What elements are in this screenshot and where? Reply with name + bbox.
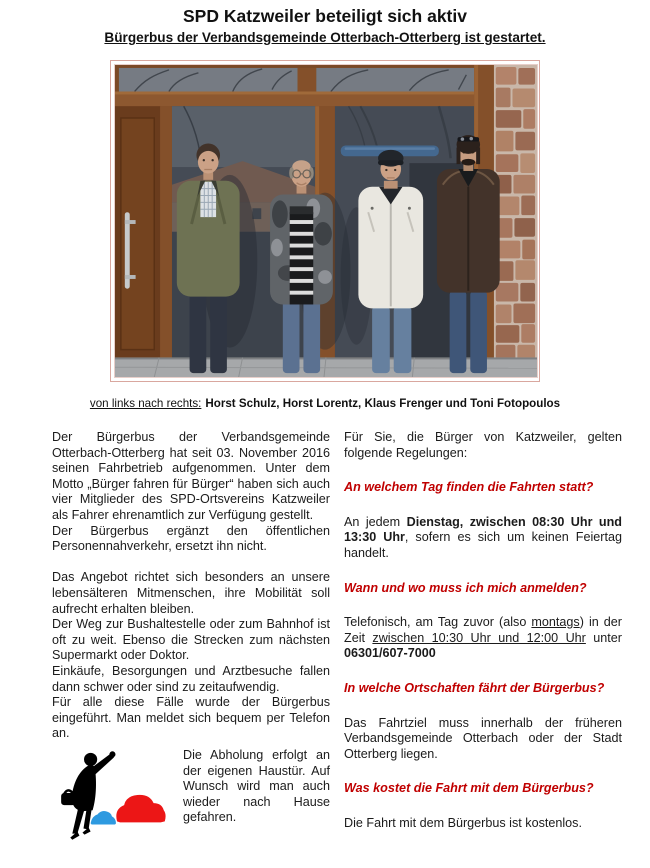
pickup-section bbox=[52, 748, 330, 842]
answer-cost: Die Fahrt mit dem Bürgerbus ist kostenlos. bbox=[344, 815, 582, 830]
photo-frame bbox=[110, 60, 540, 382]
page-title: SPD Katzweiler beteiligt sich aktiv bbox=[183, 6, 467, 26]
answer-day: An jedem Dienstag, zwischen 08:30 Uhr und 13:30 Uhr, sofern es sich um keinen Feiertag handelt. bbox=[344, 514, 623, 561]
paragraph: Einkäufe, Besorgungen und Arztbesuche fallen dann schwer oder sind zu zeitaufwendig. bbox=[52, 663, 330, 694]
right-column bbox=[344, 430, 622, 842]
intro-text: Für Sie, die Bürger von Katzweiler, gelten folgende Regelungen: bbox=[344, 430, 622, 460]
question-destinations: In welche Ortschaften fährt der Bürgerbus? bbox=[344, 681, 605, 696]
question-cost: Was kostet die Fahrt mit dem Bürgerbus? bbox=[344, 781, 594, 796]
question-day: An welchem Tag finden die Fahrten statt? bbox=[344, 480, 594, 495]
paragraph: Der Bürgerbus ergänzt den öffentlichen Personennahverkehr, ersetzt ihn nicht. bbox=[52, 523, 330, 554]
body-columns bbox=[0, 430, 650, 842]
paragraph: Der Weg zur Bushaltestelle oder zum Bahnhof ist oft zu weit. Ebenso die Strecken zum nächsten Supermarkt oder Doktor. bbox=[52, 617, 330, 663]
header bbox=[0, 0, 650, 46]
transom-windows bbox=[119, 68, 474, 92]
question-register: Wann und wo muss ich mich anmelden? bbox=[344, 580, 587, 595]
answer-register: Telefonisch, am Tag zuvor (also montags) in der Zeit zwischen 10:30 Uhr und 12:00 Uhr unter 06301/607-7000 bbox=[344, 615, 622, 661]
caption-prefix: von links nach rechts: bbox=[89, 397, 202, 411]
stone-wall bbox=[494, 65, 537, 377]
paragraph: Für alle diese Fälle wurde der Bürgerbus eingeführt. Man meldet sich bequem per Telefon an. bbox=[52, 695, 330, 741]
page-subtitle: Bürgerbus der Verbandsgemeinde Otterbach-Otterberg ist gestartet. bbox=[104, 30, 546, 45]
hailing-woman-icon bbox=[61, 751, 115, 839]
group-photo bbox=[114, 64, 538, 378]
paragraph: Das Angebot richtet sich besonders an unsere lebensälteren Mitmenschen, ihre Mobilität soll aufrecht erhalten bleiben. bbox=[52, 570, 330, 616]
caption-names: Horst Schulz, Horst Lorentz, Klaus Frenger und Toni Fotopoulos bbox=[205, 397, 561, 411]
wooden-door bbox=[115, 106, 160, 357]
left-column bbox=[52, 430, 330, 842]
small-car-icon bbox=[91, 811, 116, 824]
pickup-text: Die Abholung erfolgt an der eigenen Haustür. Auf Wunsch wird man auch wieder nach Hause gefahren. bbox=[183, 747, 330, 825]
buergerbus-logo bbox=[52, 750, 179, 842]
answer-destinations: Das Fahrtziel muss innerhalb der früheren Verbandsgemeinde Otterbach oder der Stadt Otterberg liegen. bbox=[344, 715, 622, 761]
photo-caption bbox=[0, 397, 650, 411]
paragraph: Der Bürgerbus der Verbandsgemeinde Otterbach-Otterberg hat seit 03. November 2016 seinen Fahrbetrieb aufgenommen. Unter dem Motto „Bürger fahren für Bürger“ haben sich auch vier Mitglieder des SPD-Ortsvereins Katzweiler als Fahrer ehrenamtlich zur Verfügung gestellt. bbox=[52, 430, 330, 523]
big-car-icon bbox=[116, 795, 165, 823]
